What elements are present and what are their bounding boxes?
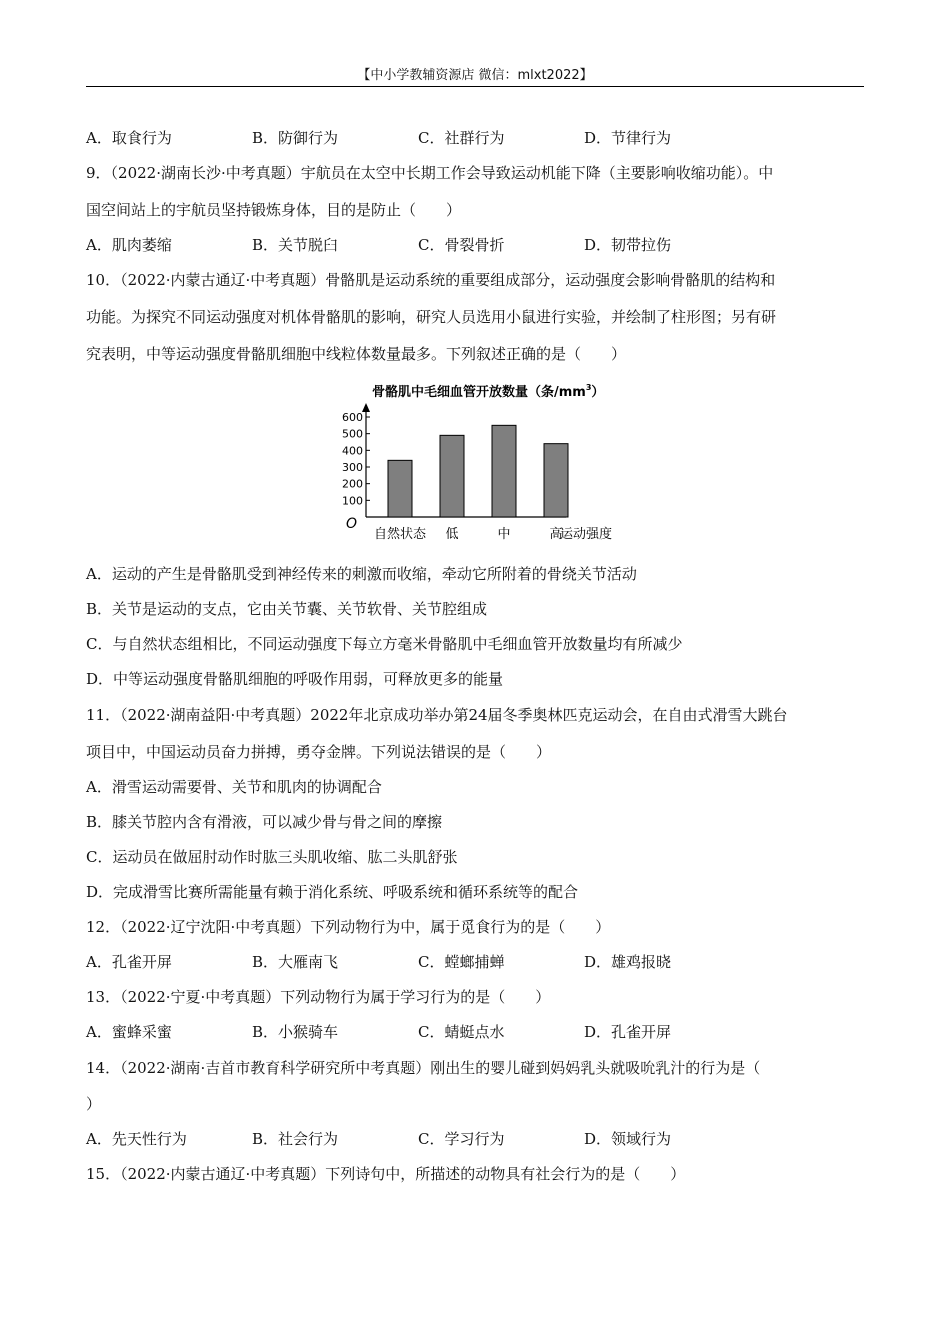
chart-title: 骨骼肌中毛细血管开放数量（条$/mm^3$）: [372, 383, 605, 400]
q14-option-c: C．学习行为: [418, 1130, 505, 1148]
q10-stem-line-1: 10．（2022·内蒙古通辽·中考真题）骨骼肌是运动系统的重要组成部分，运动强度会影响骨骼肌的结构和: [86, 271, 776, 289]
q13-option-d: D．孔雀开屏: [584, 1023, 672, 1041]
q9-option-c: C．骨裂骨折: [418, 236, 505, 254]
capillary-bar-chart: [340, 376, 630, 548]
x-axis-label: 运动强度: [560, 527, 613, 542]
q11-option-d: D．完成滑雪比赛所需能量有赖于消化系统、呼吸系统和循环系统等的配合: [86, 883, 579, 901]
q8-option-b: B．防御行为: [252, 129, 339, 147]
q12-option-c: C．螳螂捕蝉: [418, 953, 505, 971]
y-axis-arrow: [362, 403, 370, 412]
header-divider: [86, 86, 864, 87]
x-tick-label: 低: [445, 527, 459, 542]
chart-title-superscript: 3: [585, 383, 592, 392]
q13-stem: 13．（2022·宁夏·中考真题）下列动物行为属于学习行为的是（ ）: [86, 988, 551, 1006]
q14-option-b: B．社会行为: [252, 1130, 339, 1148]
y-tick-label: 400: [342, 444, 363, 458]
q9-option-a: A．肌肉萎缩: [86, 236, 172, 254]
q12-option-d: D．雄鸡报晓: [584, 953, 672, 971]
q15-stem: 15．（2022·内蒙古通辽·中考真题）下列诗句中，所描述的动物具有社会行为的是（ ）: [86, 1165, 686, 1183]
q14-options: [86, 1129, 750, 1149]
q14-stem-line-1: 14．（2022·湖南·吉首市教育科学研究所中考真题）刚出生的婴儿碰到妈妈乳头就吸吮乳汁的行为是（: [86, 1059, 761, 1077]
q11-stem-line-1: 11．（2022·湖南益阳·中考真题）2022年北京成功举办第24届冬季奥林匹克运动会，在自由式滑雪大跳台: [86, 706, 788, 724]
q10-stem-line-2: 功能。为探究不同运动强度对机体骨骼肌的影响，研究人员选用小鼠进行实验，并绘制了柱形图；另有研: [86, 308, 777, 326]
q10-option-c: C．与自然状态组相比，不同运动强度下每立方毫米骨骼肌中毛细血管开放数量均有所减少: [86, 635, 683, 653]
q12-option-b: B．大雁南飞: [252, 953, 339, 971]
y-tick-label: 500: [342, 427, 363, 441]
q10-option-b: B．关节是运动的支点，它由关节囊、关节软骨、关节腔组成: [86, 600, 488, 618]
q14-stem-line-2: ）: [86, 1095, 102, 1113]
q14-option-d: D．领域行为: [584, 1130, 672, 1148]
q8-option-c: C．社群行为: [418, 129, 505, 147]
q11-option-a: A．滑雪运动需要骨、关节和肌肉的协调配合: [86, 778, 382, 796]
q9-stem-line-1: 9．（2022·湖南长沙·中考真题）宇航员在太空中长期工作会导致运动机能下降（主要影响收缩功能）。中: [86, 164, 774, 182]
q11-stem-line-2: 项目中，中国运动员奋力拼搏，勇夺金牌。下列说法错误的是（ ）: [86, 743, 552, 761]
bar-1: [388, 460, 412, 517]
y-tick-label: 300: [342, 461, 363, 474]
y-tick-label: 100: [342, 494, 363, 508]
q12-option-a: A．孔雀开屏: [86, 953, 172, 971]
x-labels: [374, 526, 563, 542]
bar-2: [440, 435, 464, 517]
q8-option-d: D．节律行为: [584, 129, 672, 147]
q12-options: [86, 952, 750, 972]
q11-option-c: C．运动员在做屈肘动作时肱三头肌收缩、肱二头肌舒张: [86, 848, 458, 866]
x-tick-label: 高: [549, 527, 563, 542]
q9-option-d: D．韧带拉伤: [584, 236, 672, 254]
q9-option-b: B．关节脱臼: [252, 236, 339, 254]
y-tick-label: 200: [342, 477, 363, 491]
q12-stem: 12．（2022·辽宁沈阳·中考真题）下列动物行为中，属于觅食行为的是（ ）: [86, 918, 611, 936]
q8-options: [86, 128, 750, 148]
page-header: 【中小学教辅资源店 微信：mlxt2022】: [357, 68, 593, 83]
bar-3: [492, 425, 516, 517]
q9-stem-line-2: 国空间站上的宇航员坚持锻炼身体，目的是防止（ ）: [86, 201, 462, 219]
q10-stem-line-3: 究表明，中等运动强度骨骼肌细胞中线粒体数量最多。下列叙述正确的是（ ）: [86, 345, 627, 363]
y-tick-label: 600: [342, 411, 363, 424]
q13-option-c: C．蜻蜓点水: [418, 1023, 505, 1041]
q13-option-b: B．小猴骑车: [252, 1023, 339, 1041]
q8-option-a: A．取食行为: [86, 129, 172, 147]
bar-4: [544, 444, 568, 517]
q10-option-d: D．中等运动强度骨骼肌细胞的呼吸作用弱，可释放更多的能量: [86, 670, 504, 688]
origin-label: O: [346, 516, 358, 532]
q10-option-a: A．运动的产生是骨骼肌受到神经传来的刺激而收缩，牵动它所附着的骨绕关节活动: [86, 565, 637, 583]
q13-options: [86, 1022, 750, 1042]
q14-option-a: A．先天性行为: [86, 1130, 187, 1148]
q9-options: [86, 235, 750, 255]
q13-option-a: A．蜜蜂采蜜: [86, 1023, 172, 1041]
bars: [388, 425, 568, 517]
x-tick-label: 自然状态: [373, 527, 427, 542]
q11-option-b: B．膝关节腔内含有滑液，可以减少骨与骨之间的摩擦: [86, 813, 443, 831]
x-tick-label: 中: [497, 527, 511, 542]
